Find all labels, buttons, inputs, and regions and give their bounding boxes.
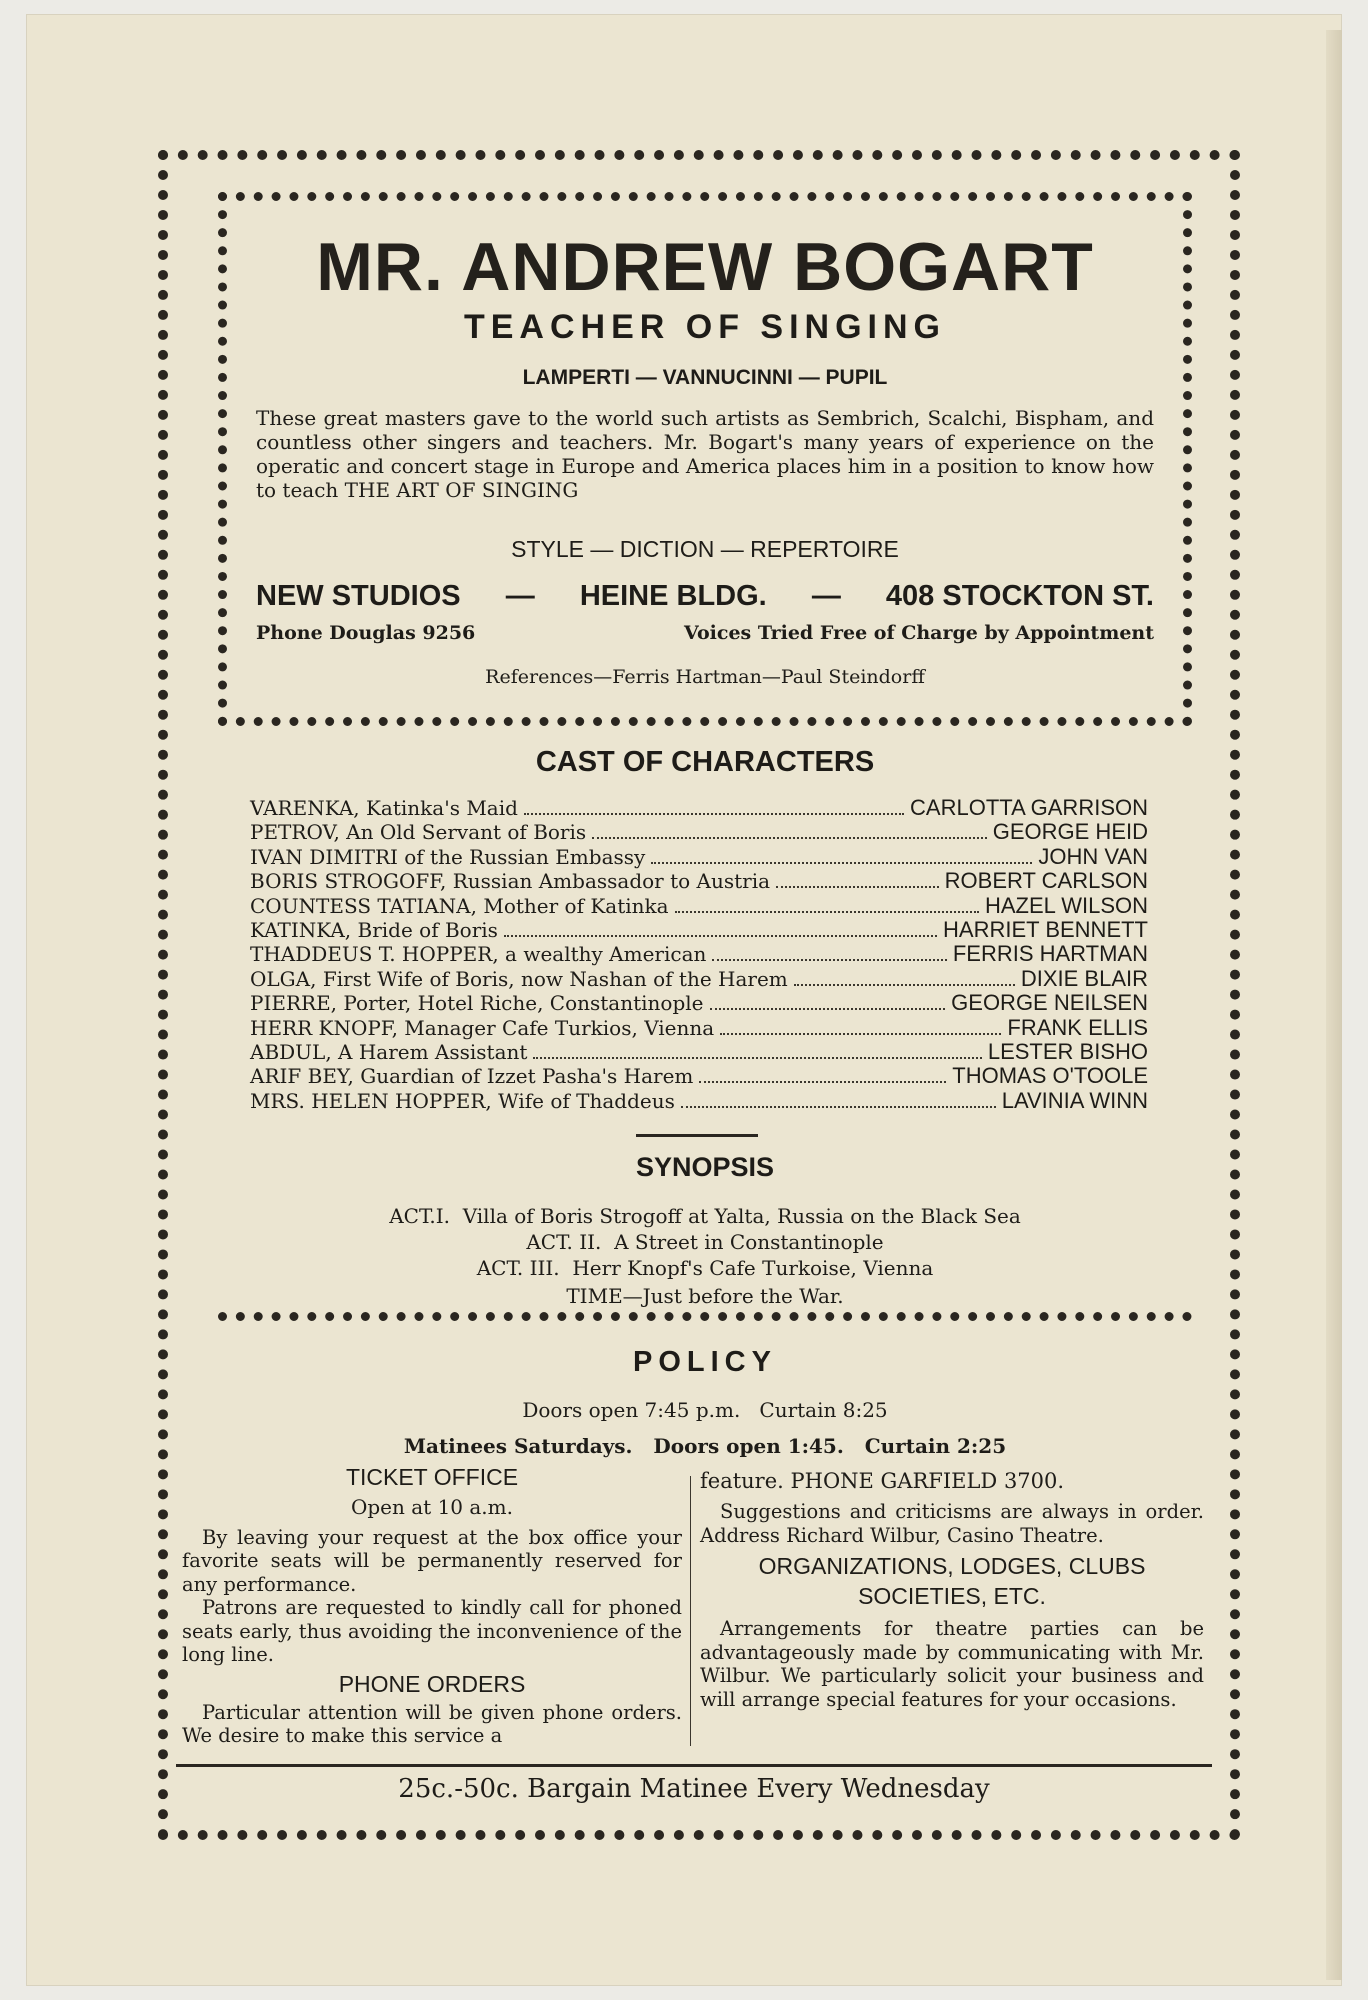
cast-row: [250, 845, 1148, 869]
arrangements-text: Arrangements for theatre parties can be advantageously made by communicating with Mr. Wilbur. We particularly solicit your business and will arrange special features for your occasions.: [700, 1617, 1204, 1711]
page-fold: [1326, 30, 1342, 1980]
cast-role: MRS. HELEN HOPPER, Wife of Thaddeus: [250, 1088, 675, 1113]
dot-leader: [504, 935, 937, 937]
cast-row: [250, 1016, 1148, 1040]
ticket-office-heading: TICKET OFFICE: [345, 1464, 519, 1490]
dot-leader: [524, 813, 904, 815]
patrons-text: Patrons are requested to kindly call for phoned seats early, thus avoiding the inconvenience of the long line.: [182, 1596, 682, 1666]
dot-leader: [675, 911, 979, 913]
ticket-office-hours: Open at 10 a.m.: [350, 1495, 513, 1519]
references: References—Ferris Hartman—Paul Steindorff: [485, 666, 925, 688]
teacher-specialties: STYLE — DICTION — REPERTOIRE: [511, 536, 899, 562]
contact-row: [256, 622, 1154, 644]
policy-left-column: [182, 1462, 682, 1748]
cast-role: OLGA, First Wife of Boris, now Nashan of the Harem: [250, 966, 788, 991]
dot-leader: [533, 1057, 981, 1059]
cast-actor: ROBERT CARLSON: [944, 868, 1148, 894]
cast-row: [250, 820, 1148, 844]
cast-row: [250, 991, 1148, 1015]
studio-address: [256, 580, 1154, 613]
cast-role: PIERRE, Porter, Hotel Riche, Constantinople: [250, 991, 704, 1016]
dot-leader: [651, 862, 1032, 864]
dot-leader: [712, 959, 946, 961]
phone-number: Phone Douglas 9256: [256, 622, 476, 644]
cast-actor: LESTER BISHO: [987, 1038, 1148, 1064]
dot-leader: [592, 837, 987, 839]
cast-role: BORIS STROGOFF, Russian Ambassador to Austria: [250, 869, 771, 894]
cast-actor: HARRIET BENNETT: [943, 916, 1148, 942]
synopsis-act-2: ACT. II. A Street in Constantinople: [526, 1230, 884, 1254]
policy-right-column: [700, 1468, 1204, 1711]
dot-leader: [699, 1081, 946, 1083]
studio-address-part: 408 STOCKTON ST.: [885, 580, 1154, 612]
cast-row: [250, 1040, 1148, 1064]
studio-address-separator: —: [811, 580, 841, 612]
box-office-text: By leaving your request at the box office your favorite seats will be permanently reserved for any performance.: [182, 1525, 682, 1596]
cast-role: ABDUL, A Harem Assistant: [250, 1039, 528, 1064]
synopsis-act-1: ACT.I. Villa of Boris Strogoff at Yalta, Russia on the Black Sea: [389, 1204, 1021, 1228]
studio-address-part: NEW STUDIOS: [256, 580, 461, 612]
studio-address-separator: —: [505, 580, 535, 612]
teacher-lineage: LAMPERTI — VANNUCINNI — PUPIL: [522, 366, 888, 389]
synopsis-title: SYNOPSIS: [635, 1152, 775, 1182]
cast-list: [250, 796, 1148, 1113]
dot-leader: [710, 1008, 946, 1010]
cast-row: [250, 1064, 1148, 1088]
cast-actor: GEORGE NEILSEN: [951, 990, 1148, 1016]
policy-title: POLICY: [633, 1346, 777, 1378]
cast-actor: CARLOTTA GARRISON: [910, 795, 1148, 820]
organizations-heading: ORGANIZATIONS, LODGES, CLUBS SOCIETIES, ETC.: [758, 1553, 1146, 1609]
cast-actor: DIXIE BLAIR: [1020, 965, 1148, 991]
matinee-times: Matinees Saturdays. Doors open 1:45. Curtain 2:25: [403, 1434, 1007, 1458]
cast-role: IVAN DIMITRI of the Russian Embassy: [250, 844, 646, 869]
cast-actor: GEORGE HEID: [992, 819, 1148, 845]
voices-tried-note: Voices Tried Free of Charge by Appointment: [683, 622, 1154, 644]
cast-actor: FERRIS HARTMAN: [952, 941, 1148, 967]
evening-times: Doors open 7:45 p.m. Curtain 8:25: [522, 1398, 888, 1422]
cast-row: [250, 967, 1148, 991]
column-separator: [690, 1476, 691, 1746]
synopsis-act-3: ACT. III. Herr Knopf's Cafe Turkoise, Vienna: [476, 1256, 934, 1280]
ornamental-divider: [218, 1312, 1192, 1321]
dot-leader: [720, 1033, 1001, 1035]
teacher-description: These great masters gave to the world such artists as Sembrich, Scalchi, Bispham, and countless other singers and teachers. Mr. Bogart's many years of experience on the operatic and concert stage in Europe and America places him in a position to know how to teach THE ART OF SINGING: [256, 406, 1154, 502]
cast-role: ARIF BEY, Guardian of Izzet Pasha's Harem: [250, 1064, 694, 1089]
synopsis-time: TIME—Just before the War.: [566, 1284, 844, 1308]
teacher-name: MR. ANDREW BOGART: [316, 229, 1094, 305]
suggestions-text: Suggestions and criticisms are always in order. Address Richard Wilbur, Casino Theatre.: [700, 1500, 1204, 1547]
cast-role: THADDEUS T. HOPPER, a wealthy American: [250, 942, 707, 967]
cast-title: CAST OF CHARACTERS: [535, 746, 875, 778]
bargain-matinee: 25c.-50c. Bargain Matinee Every Wednesday: [398, 1774, 990, 1804]
cast-row: [250, 918, 1148, 942]
cast-row: [250, 894, 1148, 918]
dot-leader: [776, 886, 939, 888]
phone-continued: feature. PHONE GARFIELD 3700.: [700, 1469, 1065, 1493]
footer-rule: [176, 1764, 1212, 1767]
cast-actor: HAZEL WILSON: [985, 892, 1148, 918]
cast-role: VARENKA, Katinka's Maid: [250, 796, 518, 820]
teacher-profession: TEACHER OF SINGING: [463, 308, 947, 346]
cast-row: [250, 869, 1148, 893]
cast-role: COUNTESS TATIANA, Mother of Katinka: [250, 893, 669, 918]
section-rule: [636, 1134, 758, 1137]
cast-row: [250, 1089, 1148, 1113]
dot-leader: [681, 1106, 996, 1108]
dot-leader: [794, 984, 1015, 986]
cast-role: PETROV, An Old Servant of Boris: [250, 820, 587, 845]
cast-row: [250, 796, 1148, 820]
cast-actor: THOMAS O'TOOLE: [952, 1063, 1148, 1089]
cast-role: KATINKA, Bride of Boris: [250, 917, 498, 942]
cast-actor: JOHN VAN: [1038, 843, 1148, 869]
phone-orders-text: Particular attention will be given phone orders. We desire to make this service a: [182, 1700, 682, 1747]
phone-orders-heading: PHONE ORDERS: [338, 1670, 526, 1697]
cast-actor: LAVINIA WINN: [1001, 1087, 1148, 1113]
studio-address-part: HEINE BLDG.: [579, 580, 767, 612]
cast-actor: FRANK ELLIS: [1007, 1014, 1148, 1040]
cast-role: HERR KNOPF, Manager Cafe Turkios, Vienna: [250, 1015, 715, 1040]
cast-row: [250, 942, 1148, 966]
